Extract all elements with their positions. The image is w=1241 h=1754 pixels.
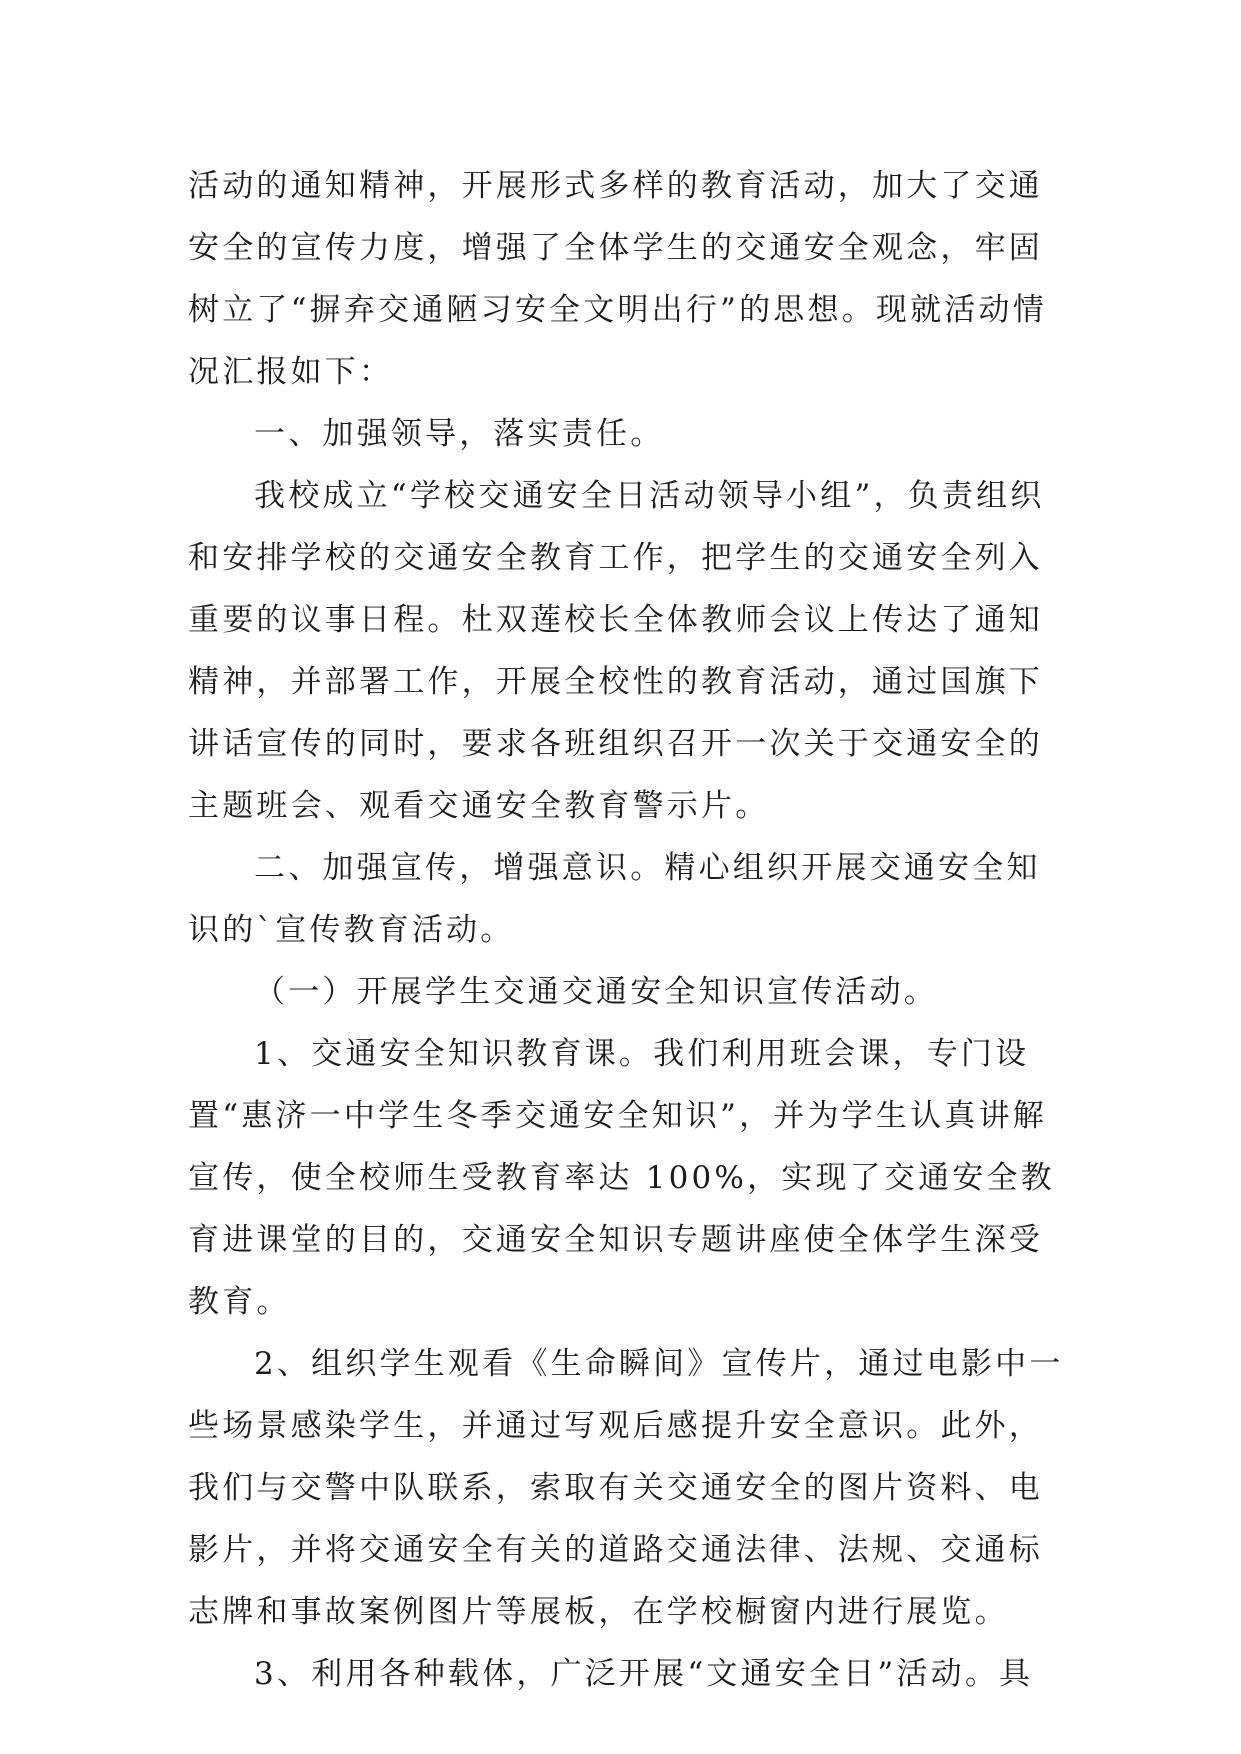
paragraph-leadership: 我校成立“学校交通安全日活动领导小组”，负责组织和安排学校的交通安全教育工作，把学生的交通安全列入重要的议事日程。杜双莲校长全体教师会议上传达了通知精神，并部署工作，开展全校性的教育活动，通过国旗下讲话宣传的同时，要求各班组织召开一次关于交通安全的主题班会、观看交通安全教育警示片。 (188, 478, 1045, 824)
paragraph-item-1: 1、交通安全知识教育课。我们利用班会课，专门设置“惠济一中学生冬季交通安全知识”，并为学生认真讲解宣传，使全校师生受教育率达 100%，实现了交通安全教育进课堂的目的，交通安全知识专题讲座使全体学生深受教育。 (188, 1036, 1055, 1320)
document-body (188, 155, 1068, 1705)
section-heading-2: 二、加强宣传，增强意识。精心组织开展交通安全知识的`宣传教育活动。 (188, 850, 1041, 948)
paragraph-item-2: 2、组织学生观看《生命瞬间》宣传片，通过电影中一些场景感染学生，并通过写观后感提升安全意识。此外，我们与交警中队联系，索取有关交通安全的图片资料、电影片，并将交通安全有关的道路交通法律、法规、交通标志牌和事故案例图片等展板，在学校橱窗内进行展览。 (188, 1346, 1064, 1630)
subsection-heading-1: （一）开展学生交通交通安全知识宣传活动。 (254, 974, 938, 1010)
paragraph-intro: 活动的通知精神，开展形式多样的教育活动，加大了交通安全的宣传力度，增强了全体学生的交通安全观念，牢固树立了“摒弃交通陋习安全文明出行”的思想。现就活动情况汇报如下： (188, 168, 1047, 390)
section-heading-1: 一、加强领导，落实责任。 (254, 416, 665, 452)
paragraph-item-3: 3、利用各种载体，广泛开展“文通安全日”活动。具 (254, 1656, 1034, 1692)
